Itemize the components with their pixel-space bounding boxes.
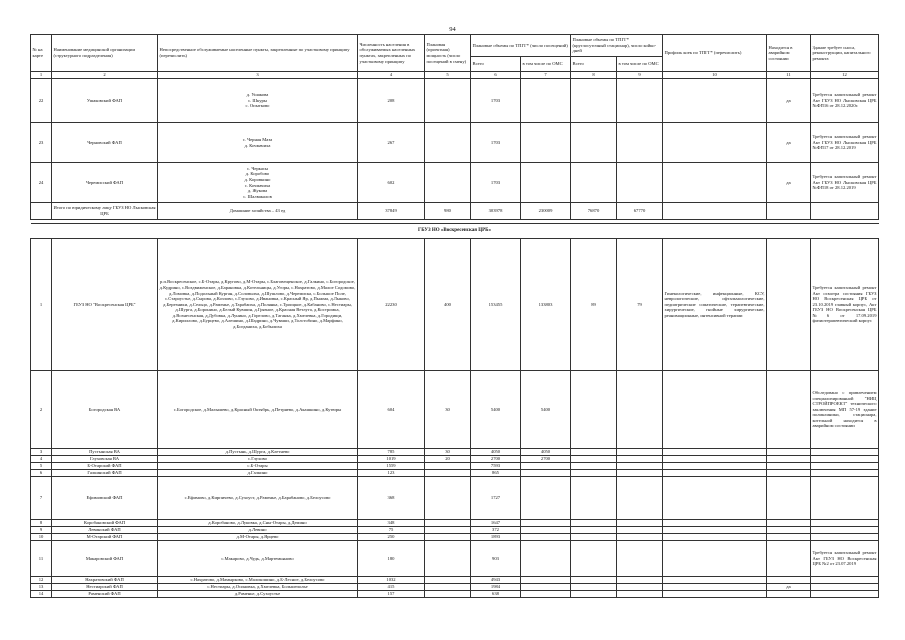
capacity	[425, 470, 471, 477]
row-number: 11	[31, 541, 52, 577]
beds-total	[571, 463, 617, 470]
org-name: Левинский ФАП	[52, 527, 158, 534]
column-number: 5	[425, 72, 471, 79]
bed-profile	[663, 584, 767, 591]
emergency-state	[767, 463, 811, 470]
bed-profile	[663, 163, 767, 203]
visits-oms	[521, 534, 571, 541]
total-population: 37849	[358, 203, 425, 220]
population: 267	[358, 123, 425, 163]
beds-oms	[617, 591, 663, 598]
population: 1559	[358, 463, 425, 470]
org-name: Б-Отарский ФАП	[52, 463, 158, 470]
visits-oms	[521, 527, 571, 534]
emergency-state	[767, 520, 811, 527]
bed-profile	[663, 463, 767, 470]
table-row	[31, 584, 879, 591]
row-number: 1	[31, 239, 52, 371]
visits-oms	[521, 123, 571, 163]
beds-total	[571, 584, 617, 591]
bed-profile	[663, 456, 767, 463]
emergency-state	[767, 470, 811, 477]
capacity	[425, 591, 471, 598]
table-row	[31, 239, 879, 371]
visits-total: 372	[471, 527, 521, 534]
emergency-state	[767, 477, 811, 520]
visits-total: 1703	[471, 79, 521, 123]
table-row	[31, 371, 879, 449]
visits-oms	[521, 591, 571, 598]
visits-oms	[521, 577, 571, 584]
total-row	[31, 203, 879, 220]
repair-note	[811, 456, 879, 463]
total-empty	[811, 203, 879, 220]
population: 348	[358, 520, 425, 527]
beds-total	[571, 534, 617, 541]
visits-total: 7593	[471, 463, 521, 470]
org-name: Коробановский ФАП	[52, 520, 158, 527]
bed-profile	[663, 591, 767, 598]
table-body-lyskovo	[31, 72, 879, 203]
visits-total: 1984	[471, 584, 521, 591]
beds-oms	[617, 463, 663, 470]
org-name: ГБУЗ НО "Воскресенская ЦРБ"	[52, 239, 158, 371]
capacity	[425, 477, 471, 520]
beds-oms	[617, 123, 663, 163]
total-capacity: 980	[425, 203, 471, 220]
beds-oms	[617, 584, 663, 591]
org-name: Нахратовский ФАП	[52, 577, 158, 584]
total-visits: 303978	[471, 203, 521, 220]
repair-note	[811, 591, 879, 598]
bed-profile	[663, 470, 767, 477]
bed-profile: Гинекологические, инфекционные, КСУ, неврологические, офтальмологические, педиатрические соматические, терапевтические, хирургические, гнойные хирургические, реанимационные, интенсивной терапии	[663, 239, 767, 371]
table-row	[31, 123, 879, 163]
settlements: д.Левино	[158, 527, 358, 534]
table-row	[31, 527, 879, 534]
row-number: 9	[31, 527, 52, 534]
settlements: с.Нестиары, д.Осиновка, д.Хмелевка, Большеполье	[158, 584, 358, 591]
visits-total: 1703	[471, 123, 521, 163]
beds-oms	[617, 470, 663, 477]
visits-oms	[521, 163, 571, 203]
beds-total	[571, 477, 617, 520]
header-emergency-state: Находится в аварийном состоянии	[767, 35, 811, 72]
total-points: Домашние хозяйства – 43 ед	[158, 203, 358, 220]
settlements: с.Ефимово, д.Кирпичево, д.Сухоуст, д.Раменье, д.Барабаново, д.Белоусово	[158, 477, 358, 520]
table-row	[31, 591, 879, 598]
population: 602	[358, 163, 425, 203]
population: 180	[358, 541, 425, 577]
total-empty	[31, 203, 52, 220]
capacity	[425, 463, 471, 470]
row-number: 12	[31, 577, 52, 584]
table-row	[31, 79, 879, 123]
beds-total	[571, 527, 617, 534]
bed-profile	[663, 527, 767, 534]
table-row	[31, 577, 879, 584]
repair-note	[811, 534, 879, 541]
population: 250	[358, 534, 425, 541]
column-number: 6	[471, 72, 521, 79]
bed-profile	[663, 79, 767, 123]
org-name: Черновский ФАП	[52, 123, 158, 163]
population: 368	[358, 477, 425, 520]
repair-note: Требуется капитальный ремонт Акт ГБУЗ НО Лысковская ЦРБ №ФП17 от 28.12.2019	[811, 123, 879, 163]
emergency-state: да	[767, 79, 811, 123]
bed-profile	[663, 449, 767, 456]
header-bed-profile: Профиль коек по ТПГГ* (перечислить)	[663, 35, 767, 72]
header-capacity: Плановая (проектная) мощность (число посещений в смену)	[425, 35, 471, 72]
emergency-state: да	[767, 163, 811, 203]
column-number: 1	[31, 72, 52, 79]
table-row	[31, 520, 879, 527]
table-row	[31, 541, 879, 577]
emergency-state	[767, 534, 811, 541]
visits-total: 638	[471, 591, 521, 598]
visits-oms: 4050	[521, 449, 571, 456]
total-empty	[767, 203, 811, 220]
visits-total: 2700	[471, 456, 521, 463]
beds-oms	[617, 371, 663, 449]
settlements: д.М-Отары, д.Ярцево	[158, 534, 358, 541]
row-number: 24	[31, 163, 52, 203]
beds-total: 89	[571, 239, 617, 371]
visits-oms	[521, 470, 571, 477]
capacity	[425, 534, 471, 541]
visits-oms	[521, 520, 571, 527]
emergency-state	[767, 577, 811, 584]
emergency-state	[767, 456, 811, 463]
bed-profile	[663, 541, 767, 577]
visits-oms: 133803	[521, 239, 571, 371]
table-row	[31, 456, 879, 463]
beds-total	[571, 470, 617, 477]
visits-total: 153455	[471, 239, 521, 371]
repair-note	[811, 477, 879, 520]
settlements: д. Ушакова с. Шкуры с. Опытково	[158, 79, 358, 123]
settlements: д.Раменье, д.Сухоустье	[158, 591, 358, 598]
repair-note: Требуется капитальный ремонт Акт осмотра состояния ГБУЗ НО Воскресенская ЦРБ от 23.10.2019 главный корпус, Акт ГБУЗ НО Воскресенская ЦРБ №6 от 17.09.2019 физиотерапевтический корпус	[811, 239, 879, 371]
visits-oms	[521, 584, 571, 591]
emergency-state	[767, 449, 811, 456]
column-number: 9	[617, 72, 663, 79]
visits-total: 903	[471, 541, 521, 577]
settlements: с.Б-Отары	[158, 463, 358, 470]
total-beds: 76870	[571, 203, 617, 220]
org-name: Глуховская ВА	[52, 456, 158, 463]
settlements: д.Пустынь, д.Шурга, д.Клетнево	[158, 449, 358, 456]
emergency-state: да	[767, 123, 811, 163]
total-section	[31, 203, 879, 239]
settlements: с.Макарово, д.Чудь, д.Мартемьяново	[158, 541, 358, 577]
header-planned-visits: Плановые объемы по ТПГГ* (число посещений)	[471, 35, 571, 57]
bed-profile	[663, 123, 767, 163]
visits-total: 1647	[471, 520, 521, 527]
capacity	[425, 577, 471, 584]
emergency-state	[767, 239, 811, 371]
row-number: 2	[31, 371, 52, 449]
row-number: 8	[31, 520, 52, 527]
settlements: с. Черкасы д. Коробово д. Коровкино с. Кочмачиха д. Жукова с. Шалвакалов	[158, 163, 358, 203]
beds-total	[571, 79, 617, 123]
row-number: 10	[31, 534, 52, 541]
org-name: Богородская ВА	[52, 371, 158, 449]
table-row	[31, 163, 879, 203]
beds-oms	[617, 520, 663, 527]
beds-total	[571, 541, 617, 577]
settlements: д.Галкино	[158, 470, 358, 477]
header-visits-total: Всего	[471, 57, 521, 72]
row-number: 5	[31, 463, 52, 470]
header-organization: Наименование медицинской организации (структурного подразделения)	[52, 35, 158, 72]
header-map-number: № на карте	[31, 35, 52, 72]
table-body-voskresenskoe	[31, 239, 879, 598]
beds-oms: 79	[617, 239, 663, 371]
repair-note: Требуется капитальный ремонт Акт ГБУЗ НО Воскресенская ЦРБ №2 от 23.07.2019	[811, 541, 879, 577]
repair-note	[811, 463, 879, 470]
total-visits-oms: 230009	[521, 203, 571, 220]
org-name: М-Отарский ФАП	[52, 534, 158, 541]
visits-oms	[521, 463, 571, 470]
column-number: 8	[571, 72, 617, 79]
repair-note	[811, 449, 879, 456]
population: 22230	[358, 239, 425, 371]
beds-oms	[617, 577, 663, 584]
capacity	[425, 79, 471, 123]
section-title: ГБУЗ НО «Воскресенская ЦРБ»	[31, 224, 879, 239]
row-number: 14	[31, 591, 52, 598]
capacity	[425, 541, 471, 577]
visits-total: 1727	[471, 477, 521, 520]
org-name: Макаровский ФАП	[52, 541, 158, 577]
beds-total	[571, 449, 617, 456]
bed-profile	[663, 577, 767, 584]
section-title-row	[31, 224, 879, 239]
population: 785	[358, 449, 425, 456]
population: 415	[358, 584, 425, 591]
repair-note	[811, 577, 879, 584]
total-beds-oms: 67770	[617, 203, 663, 220]
visits-total: 4943	[471, 577, 521, 584]
capacity: 20	[425, 456, 471, 463]
beds-oms	[617, 456, 663, 463]
visits-oms: 2700	[521, 456, 571, 463]
total-label: Итого по юридическому лицу ГБУЗ НО Лысковская ЦРБ	[52, 203, 158, 220]
org-name: Раменский ФАП	[52, 591, 158, 598]
beds-total	[571, 123, 617, 163]
capacity: 30	[425, 449, 471, 456]
org-name: Ушаковский ФАП	[52, 79, 158, 123]
emergency-state	[767, 541, 811, 577]
beds-oms	[617, 541, 663, 577]
repair-note: Требуется капитальный ремонт Акт ГБУЗ НО Лысковская ЦРБ №ФП16 от 28.12.2020г.	[811, 79, 879, 123]
column-number: 4	[358, 72, 425, 79]
column-number: 12	[811, 72, 879, 79]
bed-profile	[663, 520, 767, 527]
table-row	[31, 534, 879, 541]
settlements: с. Черная Маза д. Кочмачиха	[158, 123, 358, 163]
org-name: Галкинский ФАП	[52, 470, 158, 477]
beds-total	[571, 456, 617, 463]
row-number: 13	[31, 584, 52, 591]
repair-note	[811, 470, 879, 477]
visits-total: 1893	[471, 534, 521, 541]
header-population: Численность населения в обслуживаемых населенных пунктах, закрепленных по участковому принципу	[358, 35, 425, 72]
column-number: 3	[158, 72, 358, 79]
beds-total	[571, 520, 617, 527]
page-number: 94	[449, 26, 456, 33]
repair-note: Требуется капитальный ремонт Акт ГБУЗ НО Лысковская ЦРБ №ФП18 от 28.12.2019	[811, 163, 879, 203]
beds-oms	[617, 163, 663, 203]
header-repair: Здание требует сноса, реконструкции, капитального ремонта	[811, 35, 879, 72]
emergency-state	[767, 591, 811, 598]
visits-total: 5400	[471, 371, 521, 449]
visits-oms	[521, 477, 571, 520]
population: 123	[358, 470, 425, 477]
repair-note	[811, 584, 879, 591]
repair-note	[811, 520, 879, 527]
capacity	[425, 584, 471, 591]
beds-oms	[617, 79, 663, 123]
row-number: 3	[31, 449, 52, 456]
population: 157	[358, 591, 425, 598]
capacity	[425, 527, 471, 534]
column-numbers-row	[31, 72, 879, 79]
population: 1019	[358, 456, 425, 463]
capacity: 400	[425, 239, 471, 371]
visits-total: 1703	[471, 163, 521, 203]
table-row	[31, 449, 879, 456]
org-name: Черемисский ФАП	[52, 163, 158, 203]
settlements: с.Глухово	[158, 456, 358, 463]
beds-oms	[617, 527, 663, 534]
column-number: 10	[663, 72, 767, 79]
table-row	[31, 470, 879, 477]
column-number: 2	[52, 72, 158, 79]
capacity: 30	[425, 371, 471, 449]
visits-total: 865	[471, 470, 521, 477]
capacity	[425, 123, 471, 163]
beds-total	[571, 577, 617, 584]
beds-oms	[617, 477, 663, 520]
beds-total	[571, 591, 617, 598]
capacity	[425, 520, 471, 527]
column-number: 11	[767, 72, 811, 79]
visits-total: 4050	[471, 449, 521, 456]
org-name: Нестиарский ФАП	[52, 584, 158, 591]
settlements: с.Богородское, д.Малышево, д.Красный Октябрь, д.Петряево, д.Акашкино, д.Кутюры	[158, 371, 358, 449]
settlements: р.п.Воскресенское, с.Б-Отары, д.Кругово, д.М-Отары, с.Благовещенское, д.Галкино, с.Богородское, д.Кудрино, с.Воздвиженское, д.Барановка, д.Котельницы, д.Угоры, с.Нахратово, д.Малое Содомово, д.Ломовка, д.Подольный Курган, д.Соловьиха, д.Шушлово, д.Черемиска, с.Большое Поле, с.Староустье, д.Сырова, д.Козлово, с.Глухово, д.Ивановка, с.Красный Яр, д.Пыжма, д.Лыково, д.Березники, д.Сельцо, д.Раменье, д.Тарабаиха, д.Полянка, с.Троицкое, д.Кабаново, с.Нестиары, д.Шурга, д.Боронино, д.Белый Кувшин, д.Грязное, д.Красная Ветлуга, д.Костромка, д.Вознесенская, д.Дубовка, д.Лунино, д.Горелово, д.Таганка, д.Хмелевка, д.Городищи, д.Кириллово, д.Бурцево, д.Алешино, д.Шадрино, д.Чуваши, д.Толстобино, д.Марфино, д.Богданиха, д.Бобылиха	[158, 239, 358, 371]
medical-organizations-table	[30, 34, 879, 598]
column-number: 7	[521, 72, 571, 79]
beds-oms	[617, 449, 663, 456]
beds-oms	[617, 534, 663, 541]
emergency-state	[767, 527, 811, 534]
bed-profile	[663, 477, 767, 520]
visits-oms	[521, 541, 571, 577]
repair-note	[811, 527, 879, 534]
bed-profile	[663, 534, 767, 541]
row-number: 7	[31, 477, 52, 520]
row-number: 23	[31, 123, 52, 163]
population: 75	[358, 527, 425, 534]
row-number: 22	[31, 79, 52, 123]
header-visits-oms: в том числе по ОМС	[521, 57, 571, 72]
capacity	[425, 163, 471, 203]
org-name: Пустынская ВА	[52, 449, 158, 456]
bed-profile	[663, 371, 767, 449]
visits-oms: 5400	[521, 371, 571, 449]
header-beds-total: Всего	[571, 57, 617, 72]
header-beds-oms: в том числе по ОМС	[617, 57, 663, 72]
row-number: 4	[31, 456, 52, 463]
emergency-state	[767, 371, 811, 449]
header-planned-bed-days: Плановые объемы по ТПГГ* (круглосуточный стационар), число койко-дней	[571, 35, 663, 57]
population: 208	[358, 79, 425, 123]
repair-note: Обследовано с привлечением специализированной "НИЦ СТРОЙПРОЕКТ" технического заключения МП 57-19 здание поликлиники, стационара, котельной находится в аварийном состоянии	[811, 371, 879, 449]
settlements: с.Нахратово, д.Мамырково, с.Малокошино, д.Б-Лесное, д.Белоусово	[158, 577, 358, 584]
table-row	[31, 463, 879, 470]
settlements: д.Коробаново, д.Луковка, д.Сны-Отары, д.Демино	[158, 520, 358, 527]
row-number: 6	[31, 470, 52, 477]
beds-total	[571, 163, 617, 203]
total-empty	[663, 203, 767, 220]
visits-oms	[521, 79, 571, 123]
population: 1032	[358, 577, 425, 584]
org-name: Ефимовский ФАП	[52, 477, 158, 520]
header-settlements: Непосредственное обслуживаемые населенные пункты, закрепленные по участковому принципу (перечислить)	[158, 35, 358, 72]
emergency-state: да	[767, 584, 811, 591]
beds-total	[571, 371, 617, 449]
table-row	[31, 477, 879, 520]
population: 604	[358, 371, 425, 449]
